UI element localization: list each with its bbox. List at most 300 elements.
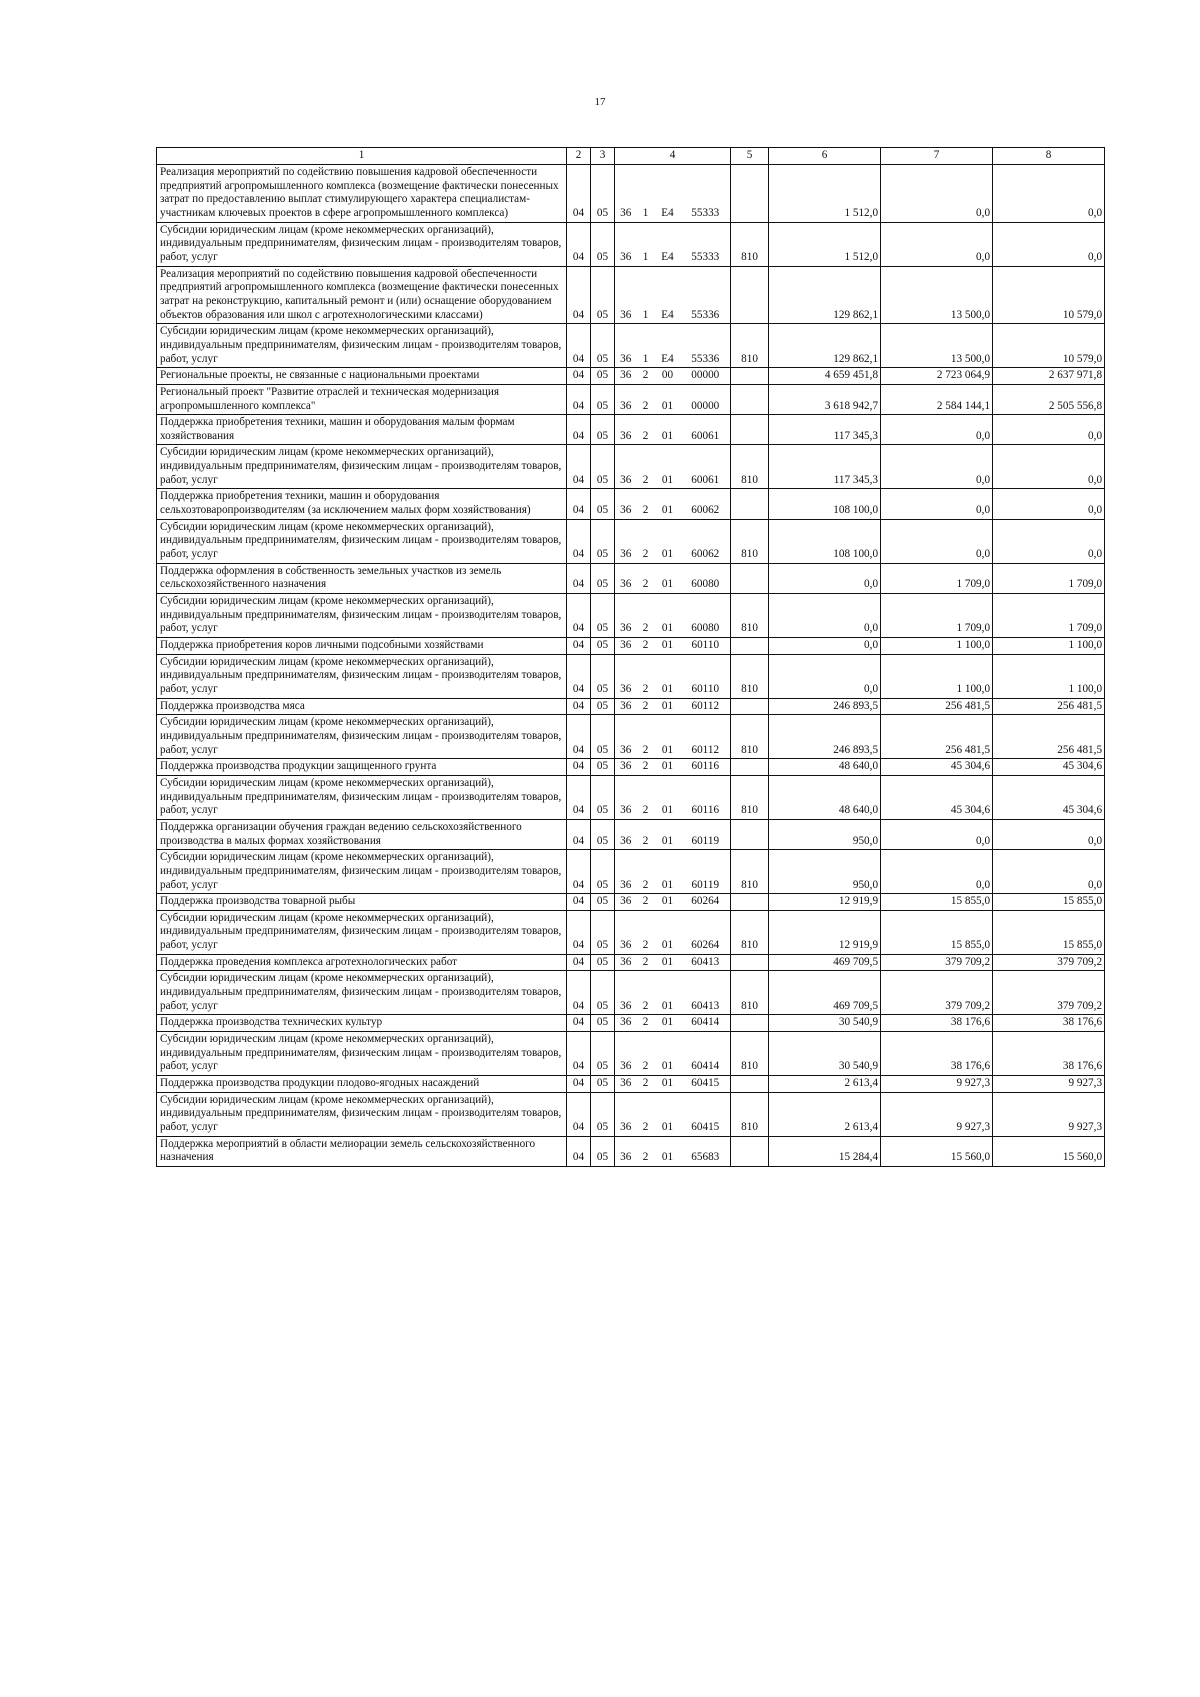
row-subprogram-code: 2 [637,910,655,954]
row-subsection: 05 [591,222,615,266]
row-value-col8: 38 176,6 [993,1032,1105,1076]
row-value-col7: 256 481,5 [881,698,993,715]
row-project-code: 01 [655,594,681,638]
row-subsection: 05 [591,638,615,655]
row-subsection: 05 [591,1032,615,1076]
row-project-code: 01 [655,489,681,519]
row-direction-code: 55333 [681,165,731,223]
row-section: 04 [567,519,591,563]
row-value-col8: 10 579,0 [993,324,1105,368]
row-value-col7: 1 100,0 [881,654,993,698]
table-row [157,1136,1105,1166]
row-value-col8: 1 100,0 [993,654,1105,698]
row-value-col7: 13 500,0 [881,324,993,368]
row-section: 04 [567,165,591,223]
row-project-code: 01 [655,715,681,759]
row-subsection: 05 [591,1136,615,1166]
row-subprogram-code: 2 [637,638,655,655]
row-direction-code: 60116 [681,759,731,776]
row-value-col6: 246 893,5 [769,715,881,759]
row-program-code: 36 [615,1136,637,1166]
row-direction-code: 60415 [681,1076,731,1093]
row-subsection: 05 [591,445,615,489]
row-section: 04 [567,266,591,324]
row-subprogram-code: 2 [637,759,655,776]
row-value-col7: 38 176,6 [881,1032,993,1076]
row-subsection: 05 [591,489,615,519]
row-value-col7: 13 500,0 [881,266,993,324]
row-subprogram-code: 2 [637,894,655,911]
row-subsection: 05 [591,971,615,1015]
row-value-col6: 950,0 [769,850,881,894]
row-direction-code: 60062 [681,489,731,519]
row-direction-code: 60414 [681,1015,731,1032]
row-value-col6: 4 659 451,8 [769,368,881,385]
row-expense-type [731,1076,769,1093]
table-row [157,910,1105,954]
row-subprogram-code: 2 [637,1092,655,1136]
row-name: Субсидии юридическим лицам (кроме некоммерческих организаций), индивидуальным предпринимателям, физическим лицам - производителям товаров, работ, услуг [157,715,567,759]
row-project-code: 01 [655,1076,681,1093]
row-value-col7: 1 709,0 [881,563,993,593]
row-section: 04 [567,638,591,655]
row-subsection: 05 [591,165,615,223]
row-program-code: 36 [615,222,637,266]
row-project-code: 01 [655,894,681,911]
header-col-4: 4 [615,148,731,165]
row-value-col8: 0,0 [993,415,1105,445]
row-value-col8: 15 855,0 [993,910,1105,954]
row-name: Субсидии юридическим лицам (кроме некоммерческих организаций), индивидуальным предпринимателям, физическим лицам - производителям товаров, работ, услуг [157,519,567,563]
row-subsection: 05 [591,715,615,759]
row-value-col8: 45 304,6 [993,759,1105,776]
row-subprogram-code: 2 [637,519,655,563]
row-expense-type: 810 [731,775,769,819]
row-program-code: 36 [615,415,637,445]
row-name: Субсидии юридическим лицам (кроме некоммерческих организаций), индивидуальным предпринимателям, физическим лицам - производителям товаров, работ, услуг [157,654,567,698]
row-value-col8: 15 560,0 [993,1136,1105,1166]
row-section: 04 [567,715,591,759]
row-project-code: E4 [655,266,681,324]
row-section: 04 [567,368,591,385]
row-subsection: 05 [591,1015,615,1032]
row-expense-type: 810 [731,1032,769,1076]
row-value-col8: 256 481,5 [993,715,1105,759]
budget-table [156,147,1105,1167]
row-name: Поддержка приобретения коров личными подсобными хозяйствами [157,638,567,655]
row-value-col8: 379 709,2 [993,954,1105,971]
table-row [157,1092,1105,1136]
row-value-col6: 2 613,4 [769,1092,881,1136]
row-name: Поддержка производства технических культур [157,1015,567,1032]
row-expense-type [731,819,769,849]
table-row [157,222,1105,266]
table-row [157,698,1105,715]
row-subprogram-code: 2 [637,563,655,593]
row-value-col7: 15 560,0 [881,1136,993,1166]
row-program-code: 36 [615,324,637,368]
row-program-code: 36 [615,819,637,849]
row-value-col7: 45 304,6 [881,759,993,776]
row-program-code: 36 [615,850,637,894]
table-row [157,266,1105,324]
table-row [157,775,1105,819]
row-name: Субсидии юридическим лицам (кроме некоммерческих организаций), индивидуальным предпринимателям, физическим лицам - производителям товаров, работ, услуг [157,222,567,266]
row-value-col7: 0,0 [881,165,993,223]
row-value-col8: 9 927,3 [993,1092,1105,1136]
header-col-6: 6 [769,148,881,165]
table-row [157,1015,1105,1032]
row-name: Поддержка организации обучения граждан ведению сельскохозяйственного производства в малых формах хозяйствования [157,819,567,849]
row-value-col6: 129 862,1 [769,324,881,368]
row-value-col8: 45 304,6 [993,775,1105,819]
row-project-code: 01 [655,775,681,819]
row-subprogram-code: 2 [637,698,655,715]
row-value-col8: 1 100,0 [993,638,1105,655]
table-row [157,519,1105,563]
row-subsection: 05 [591,266,615,324]
row-value-col6: 469 709,5 [769,971,881,1015]
row-program-code: 36 [615,971,637,1015]
row-expense-type: 810 [731,715,769,759]
row-value-col6: 30 540,9 [769,1015,881,1032]
row-value-col6: 1 512,0 [769,222,881,266]
row-subsection: 05 [591,415,615,445]
row-section: 04 [567,594,591,638]
row-program-code: 36 [615,368,637,385]
row-value-col7: 0,0 [881,415,993,445]
row-value-col6: 0,0 [769,594,881,638]
row-expense-type: 810 [731,1092,769,1136]
row-section: 04 [567,954,591,971]
row-project-code: E4 [655,165,681,223]
row-direction-code: 60415 [681,1092,731,1136]
row-project-code: 01 [655,971,681,1015]
row-value-col8: 2 637 971,8 [993,368,1105,385]
row-subsection: 05 [591,698,615,715]
row-program-code: 36 [615,1015,637,1032]
row-value-col7: 0,0 [881,445,993,489]
row-value-col7: 1 709,0 [881,594,993,638]
header-col-2: 2 [567,148,591,165]
row-section: 04 [567,445,591,489]
row-program-code: 36 [615,775,637,819]
row-project-code: 01 [655,910,681,954]
row-value-col6: 129 862,1 [769,266,881,324]
table-body [157,165,1105,1167]
row-subprogram-code: 2 [637,384,655,414]
page-number: 17 [594,96,606,108]
row-section: 04 [567,1032,591,1076]
row-section: 04 [567,850,591,894]
row-section: 04 [567,775,591,819]
row-project-code: 01 [655,445,681,489]
row-name: Поддержка приобретения техники, машин и оборудования сельхозтоваропроизводителям (за исключением малых форм хозяйствования) [157,489,567,519]
row-project-code: 01 [655,759,681,776]
row-direction-code: 60062 [681,519,731,563]
row-expense-type: 810 [731,971,769,1015]
table-row [157,324,1105,368]
row-name: Субсидии юридическим лицам (кроме некоммерческих организаций), индивидуальным предпринимателям, физическим лицам - производителям товаров, работ, услуг [157,324,567,368]
row-subsection: 05 [591,594,615,638]
row-subsection: 05 [591,324,615,368]
row-value-col7: 2 584 144,1 [881,384,993,414]
row-subprogram-code: 2 [637,775,655,819]
row-subsection: 05 [591,850,615,894]
row-value-col6: 48 640,0 [769,775,881,819]
row-direction-code: 55336 [681,324,731,368]
row-value-col6: 3 618 942,7 [769,384,881,414]
row-expense-type [731,266,769,324]
row-value-col6: 2 613,4 [769,1076,881,1093]
row-expense-type [731,384,769,414]
row-value-col8: 9 927,3 [993,1076,1105,1093]
row-program-code: 36 [615,384,637,414]
table-row [157,971,1105,1015]
row-section: 04 [567,1136,591,1166]
row-value-col7: 256 481,5 [881,715,993,759]
row-direction-code: 00000 [681,368,731,385]
row-subprogram-code: 2 [637,850,655,894]
row-name: Поддержка оформления в собственность земельных участков из земель сельскохозяйственного назначения [157,563,567,593]
row-value-col7: 1 100,0 [881,638,993,655]
row-expense-type: 810 [731,222,769,266]
row-subprogram-code: 2 [637,445,655,489]
row-program-code: 36 [615,654,637,698]
table-row [157,894,1105,911]
row-section: 04 [567,384,591,414]
row-subprogram-code: 2 [637,489,655,519]
row-value-col8: 0,0 [993,519,1105,563]
row-program-code: 36 [615,445,637,489]
header-col-5: 5 [731,148,769,165]
row-subprogram-code: 2 [637,415,655,445]
row-value-col8: 0,0 [993,850,1105,894]
row-direction-code: 65683 [681,1136,731,1166]
table-row [157,368,1105,385]
row-value-col8: 0,0 [993,165,1105,223]
row-value-col8: 379 709,2 [993,971,1105,1015]
row-subprogram-code: 1 [637,222,655,266]
row-subprogram-code: 2 [637,1136,655,1166]
row-section: 04 [567,563,591,593]
row-project-code: 01 [655,850,681,894]
row-section: 04 [567,971,591,1015]
row-program-code: 36 [615,715,637,759]
row-value-col7: 45 304,6 [881,775,993,819]
row-expense-type [731,165,769,223]
table-row [157,715,1105,759]
row-expense-type: 810 [731,594,769,638]
row-project-code: 01 [655,698,681,715]
header-col-1: 1 [157,148,567,165]
row-subprogram-code: 2 [637,715,655,759]
row-project-code: 01 [655,519,681,563]
table-header [157,148,1105,165]
row-direction-code: 60264 [681,894,731,911]
row-value-col7: 9 927,3 [881,1092,993,1136]
row-section: 04 [567,759,591,776]
row-value-col8: 38 176,6 [993,1015,1105,1032]
row-value-col7: 0,0 [881,519,993,563]
row-subprogram-code: 2 [637,594,655,638]
row-value-col6: 246 893,5 [769,698,881,715]
row-expense-type [731,638,769,655]
row-value-col7: 379 709,2 [881,971,993,1015]
row-value-col6: 30 540,9 [769,1032,881,1076]
row-subsection: 05 [591,775,615,819]
row-expense-type [731,563,769,593]
row-value-col8: 0,0 [993,222,1105,266]
row-direction-code: 60110 [681,654,731,698]
row-direction-code: 60413 [681,954,731,971]
row-subprogram-code: 1 [637,266,655,324]
row-direction-code: 60413 [681,971,731,1015]
row-expense-type: 810 [731,910,769,954]
table-row [157,384,1105,414]
row-program-code: 36 [615,165,637,223]
row-value-col6: 0,0 [769,563,881,593]
row-name: Поддержка мероприятий в области мелиорации земель сельскохозяйственного назначения [157,1136,567,1166]
row-subprogram-code: 2 [637,1032,655,1076]
row-name: Субсидии юридическим лицам (кроме некоммерческих организаций), индивидуальным предпринимателям, физическим лицам - производителям товаров, работ, услуг [157,1032,567,1076]
row-subsection: 05 [591,519,615,563]
row-program-code: 36 [615,563,637,593]
row-value-col6: 950,0 [769,819,881,849]
row-project-code: 01 [655,1092,681,1136]
row-expense-type: 810 [731,850,769,894]
row-subprogram-code: 2 [637,819,655,849]
row-direction-code: 60080 [681,563,731,593]
row-direction-code: 60119 [681,819,731,849]
row-name: Субсидии юридическим лицам (кроме некоммерческих организаций), индивидуальным предпринимателям, физическим лицам - производителям товаров, работ, услуг [157,594,567,638]
row-section: 04 [567,324,591,368]
row-subsection: 05 [591,563,615,593]
row-value-col6: 117 345,3 [769,415,881,445]
table-row [157,759,1105,776]
row-direction-code: 60080 [681,594,731,638]
row-subsection: 05 [591,368,615,385]
row-direction-code: 55333 [681,222,731,266]
row-subprogram-code: 2 [637,971,655,1015]
row-expense-type [731,894,769,911]
row-value-col6: 108 100,0 [769,519,881,563]
table-row [157,563,1105,593]
row-value-col6: 12 919,9 [769,894,881,911]
row-direction-code: 00000 [681,384,731,414]
row-project-code: E4 [655,324,681,368]
row-expense-type [731,698,769,715]
row-value-col7: 0,0 [881,222,993,266]
row-project-code: 01 [655,638,681,655]
row-program-code: 36 [615,594,637,638]
row-subprogram-code: 2 [637,368,655,385]
row-value-col7: 0,0 [881,489,993,519]
row-expense-type: 810 [731,654,769,698]
row-subsection: 05 [591,654,615,698]
row-program-code: 36 [615,1032,637,1076]
row-name: Региональные проекты, не связанные с национальными проектами [157,368,567,385]
header-col-7: 7 [881,148,993,165]
row-expense-type: 810 [731,324,769,368]
row-subprogram-code: 2 [637,1015,655,1032]
table-row [157,1076,1105,1093]
row-subsection: 05 [591,1076,615,1093]
row-subsection: 05 [591,954,615,971]
row-expense-type [731,489,769,519]
row-subsection: 05 [591,819,615,849]
row-direction-code: 60112 [681,698,731,715]
row-name: Субсидии юридическим лицам (кроме некоммерческих организаций), индивидуальным предпринимателям, физическим лицам - производителям товаров, работ, услуг [157,445,567,489]
row-section: 04 [567,1092,591,1136]
row-subprogram-code: 1 [637,324,655,368]
row-name: Поддержка производства мяса [157,698,567,715]
row-section: 04 [567,415,591,445]
header-col-8: 8 [993,148,1105,165]
row-value-col6: 117 345,3 [769,445,881,489]
row-name: Реализация мероприятий по содействию повышения кадровой обеспеченности предприятий агропромышленного комплекса (возмещение фактически понесенных затрат на реконструкцию, капитальный ремонт и (или) оснащение оборудованием объектов образования или школ с агротехнологическими классами) [157,266,567,324]
table-row [157,489,1105,519]
row-project-code: 01 [655,563,681,593]
row-direction-code: 60110 [681,638,731,655]
row-program-code: 36 [615,894,637,911]
row-value-col8: 256 481,5 [993,698,1105,715]
row-section: 04 [567,1076,591,1093]
row-expense-type: 810 [731,445,769,489]
row-program-code: 36 [615,698,637,715]
row-direction-code: 60116 [681,775,731,819]
row-subprogram-code: 2 [637,654,655,698]
row-section: 04 [567,654,591,698]
table-row [157,954,1105,971]
row-subsection: 05 [591,910,615,954]
table-row [157,1032,1105,1076]
row-name: Поддержка проведения комплекса агротехнологических работ [157,954,567,971]
row-direction-code: 55336 [681,266,731,324]
row-direction-code: 60414 [681,1032,731,1076]
row-expense-type [731,1136,769,1166]
row-value-col6: 1 512,0 [769,165,881,223]
row-section: 04 [567,698,591,715]
row-value-col7: 38 176,6 [881,1015,993,1032]
row-section: 04 [567,222,591,266]
row-project-code: 00 [655,368,681,385]
row-program-code: 36 [615,638,637,655]
table-row [157,445,1105,489]
row-expense-type [731,1015,769,1032]
row-section: 04 [567,894,591,911]
row-value-col8: 1 709,0 [993,563,1105,593]
row-value-col8: 2 505 556,8 [993,384,1105,414]
row-project-code: 01 [655,654,681,698]
row-value-col6: 12 919,9 [769,910,881,954]
header-row [157,148,1105,165]
row-subsection: 05 [591,1092,615,1136]
row-project-code: 01 [655,1032,681,1076]
table-row [157,819,1105,849]
row-project-code: 01 [655,384,681,414]
row-direction-code: 60112 [681,715,731,759]
row-program-code: 36 [615,1076,637,1093]
header-col-3: 3 [591,148,615,165]
row-direction-code: 60061 [681,415,731,445]
row-name: Региональный проект "Развитие отраслей и техническая модернизация агропромышленного комплекса" [157,384,567,414]
row-subprogram-code: 2 [637,1076,655,1093]
row-value-col6: 15 284,4 [769,1136,881,1166]
row-value-col7: 0,0 [881,850,993,894]
row-value-col6: 0,0 [769,638,881,655]
row-direction-code: 60119 [681,850,731,894]
